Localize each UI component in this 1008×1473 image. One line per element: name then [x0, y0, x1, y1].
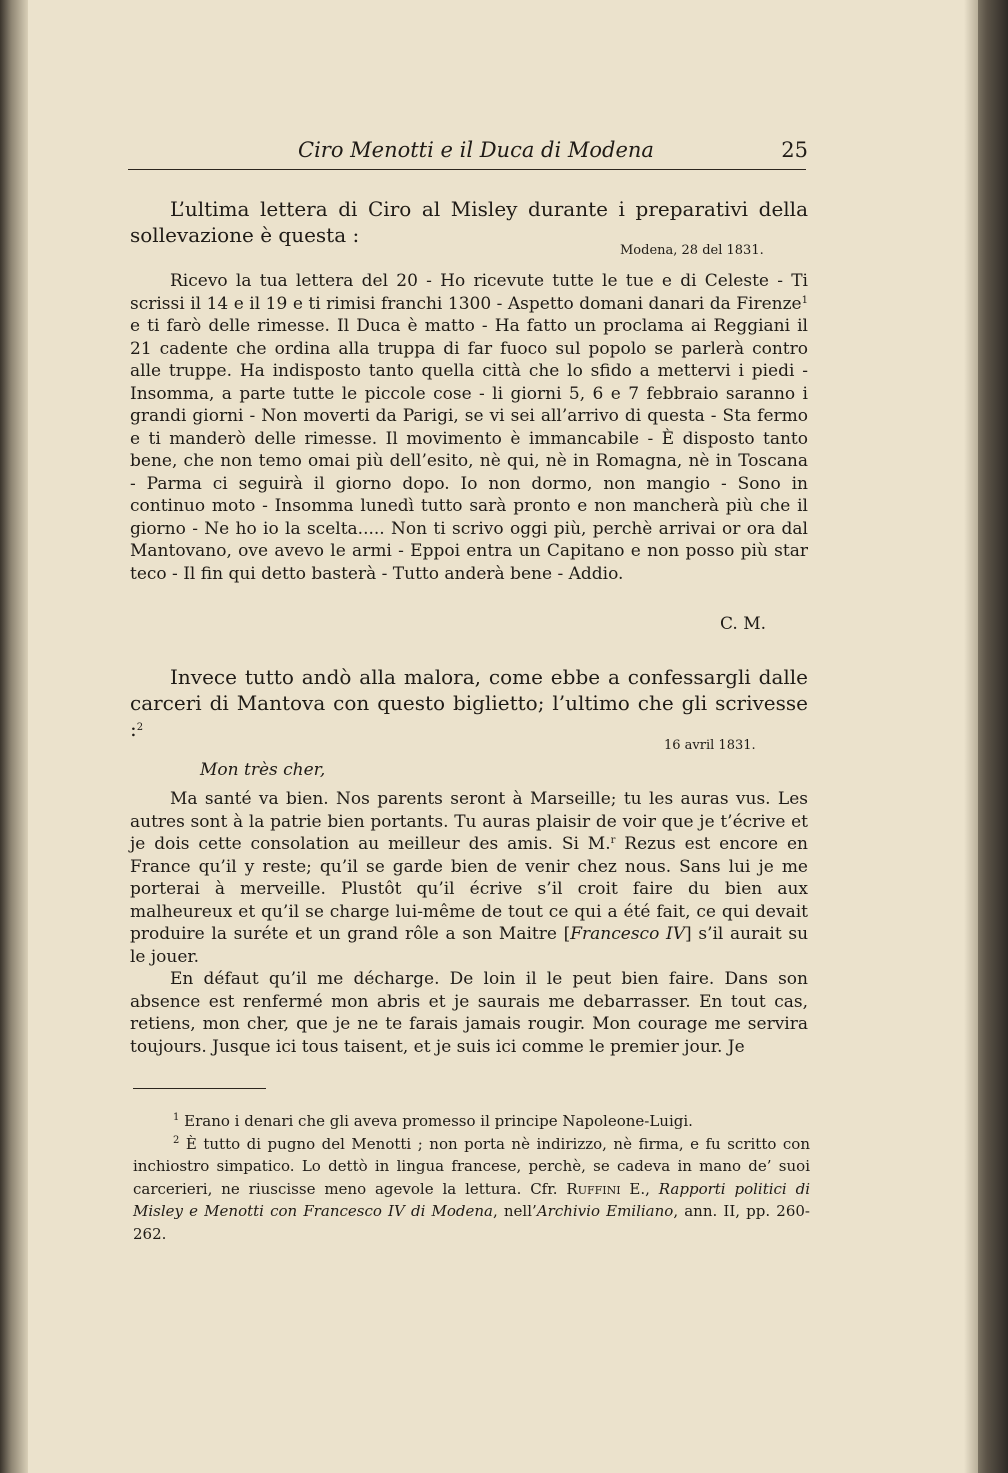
page-number: 25 [781, 138, 808, 162]
footnote-1-text: Erano i denari che gli aveva promesso il principe Napoleone-Luigi. [179, 1112, 693, 1130]
letter1-body-continued: e ti farò delle rimesse. Il Duca è matto - Ha fatto un proclama ai Reggiani il 21 cadente che ordina alla truppa di far fuoco sul popolo se parlerà contro alle truppe. Ha indisposto tanto quella città che lo sfido a mettervi i piedi - Insomma, a parte tutte le piccole cose - li giorni 5, 6 e 7 febbraio saranno i grandi giorni - Non moverti da Parigi, se vi sei all’arrivo di questa - Sta fermo e ti manderò delle rimesse. Il movimento è immancabile - È disposto tanto bene, che non temo omai più dell’esito, nè qui, nè in Romagna, nè in Toscana - Parma ci seguirà il giorno dopo. Io non dormo, non mangio - Sono in continuo moto - Insomma lunedì tutto sarà pronto e non mancherà più che il giorno - Ne ho io la scelta..... Non ti scrivo oggi più, perchè arrivai or ora dal Mantovano, ove avevo le armi - Eppoi entra un Capitano e non posso più star teco - Il fin qui detto basterà - Tutto anderà bene - Addio. [130, 316, 808, 584]
footnote-1-mark: 1 [173, 1112, 180, 1123]
book-spine-edge [978, 0, 1008, 1473]
page-edge-shadow [964, 0, 978, 1473]
letter1-body [130, 270, 808, 585]
footnote-rule [133, 1088, 266, 1089]
page-gutter [0, 0, 28, 1473]
running-header [128, 138, 808, 168]
letter1-body-text: Ricevo la tua lettera del 20 - Ho ricevute tutte le tue e di Celeste - Ti scrissi il 14 e il 19 e ti rimisi franchi 1300 - Aspetto domani danari da Firenze [130, 271, 808, 314]
transition-text: Invece tutto andò alla malora, come ebbe a confessargli dalle carceri di Mantova con questo biglietto; l’ultimo che gli scrivesse : [130, 665, 808, 741]
footnote-2 [133, 1133, 810, 1246]
letter2-p1-part-c: ] s’il aurait su le jouer. [130, 924, 809, 967]
footnote-marker-2: 2 [136, 722, 144, 733]
footnote-2-end: , ann. II, pp. 260-262. [133, 1202, 810, 1243]
letter2-p1-part-a: Ma santé va bien. Nos parents seront à Marseille; tu les auras vus. Les autres sont à la patrie bien portants. Tu auras plaisir de voir que je t’écrive et je dois cette consolation au meilleur des amis. Si M. [130, 789, 808, 854]
footnote-1 [133, 1110, 810, 1133]
letter2-body [130, 788, 808, 1058]
letter2-p1-part-b: Rezus est encore en France qu’il y reste; qu’il se garde bien de venir chez nous. Sans lui je me porterai à merveille. Plustôt qu’il écrive s’il croit faire du bien aux malheureux et qu’il se charge lui-même de tout ce qui a été fait, ce qui devait produire la suréte et un grand rôle a son Maitre [ [130, 834, 808, 944]
footnotes [133, 1110, 810, 1245]
letter2-p1-italic: Francesco IV [570, 924, 686, 944]
footnote-2-title: Rapporti politici di Misley e Menotti con Francesco IV di Modena [133, 1179, 810, 1220]
intro-paragraph: L’ultima lettera di Ciro al Misley durante i preparativi della sollevazione è questa : [130, 197, 808, 247]
running-title: Ciro Menotti e il Duca di Modena [298, 138, 654, 162]
footnote-2-sep2: , nell’ [492, 1202, 537, 1220]
transition-paragraph [130, 664, 808, 742]
footnote-2-author: Ruffini E. [566, 1179, 646, 1198]
header-rule [128, 169, 806, 170]
letter2-superscript-r: r [610, 835, 616, 846]
footnote-2-text: È tutto di pugno del Menotti ; non porta nè indirizzo, nè firma, e fu scritto con inchiostro simpatico. Lo dettò in lingua francese, perchè, se cadeva in mano de’ suoi carcerieri, ne riuscisse meno agevole la lettura. Cfr. [133, 1134, 810, 1198]
letter2-date: 16 avril 1831. [664, 738, 756, 753]
letter2-paragraph-1 [130, 788, 808, 968]
letter1-signature: C. M. [720, 614, 767, 634]
footnote-marker-1: 1 [801, 294, 808, 306]
footnote-2-journal: Archivio Emiliano [536, 1202, 674, 1220]
footnote-2-mark: 2 [173, 1134, 180, 1146]
letter2-paragraph-2: En défaut qu’il me décharge. De loin il le peut bien faire. Dans son absence est renfermé mon abris et je saurais me debarrasser. En tout cas, retiens, mon cher, que je ne te farais jamais rougir. Mon courage me servira toujours. Jusque ici tous taisent, et je suis ici comme le premier jour. Je [130, 969, 808, 1057]
letter2-salutation: Mon très cher, [200, 760, 326, 780]
footnote-2-sep: , [645, 1179, 659, 1198]
letter1-date: Modena, 28 del 1831. [620, 243, 764, 258]
